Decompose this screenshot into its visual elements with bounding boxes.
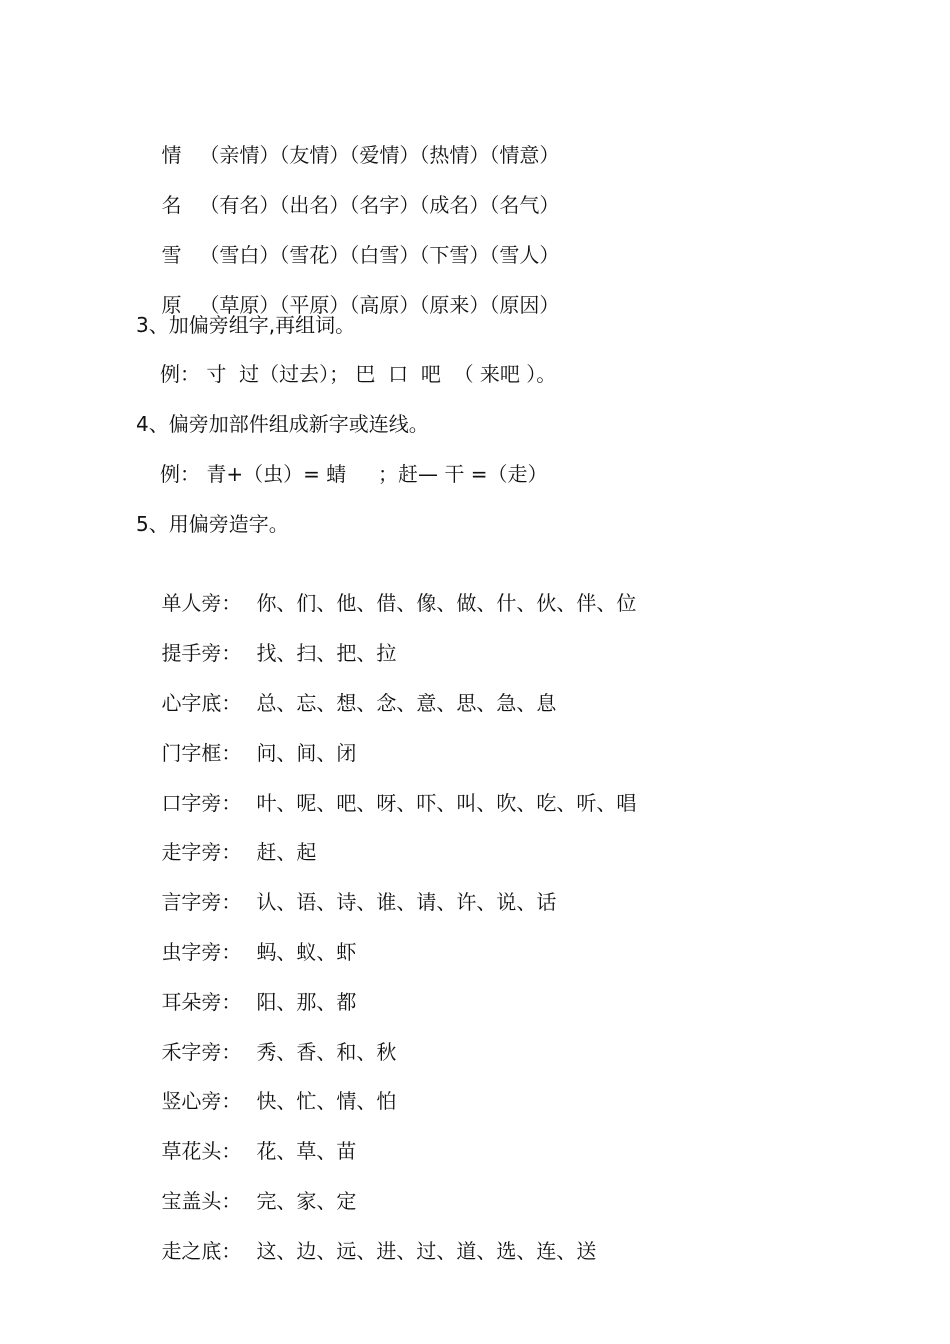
radical-label: 口字旁： [161, 791, 242, 815]
radical-chars: 你、们、他、借、像、做、什、伙、伴、位 [256, 591, 637, 615]
radical-chars: 问、间、闭 [256, 741, 357, 765]
section3-example: 例： 寸 过（过去）； 巴 口 吧 （ 来吧 ）。 [160, 362, 557, 386]
section3-heading: 3、加偏旁组字,再组词。 [136, 313, 356, 337]
radical-row [136, 807, 317, 864]
radical-label: 单人旁： [161, 591, 242, 615]
radical-chars: 快、忙、情、怕 [256, 1089, 397, 1113]
radical-chars: 秀、香、和、秋 [256, 1040, 397, 1064]
compound-char: 情 [161, 143, 182, 167]
radical-label: 心字底： [161, 691, 242, 715]
radical-chars: 总、忘、想、念、意、思、急、息 [256, 691, 557, 715]
radical-label: 走字旁： [161, 840, 242, 864]
radical-chars: 叶、呢、吧、呀、吓、叫、吹、吃、听、唱 [256, 791, 637, 815]
section5-heading: 5、用偏旁造字。 [136, 512, 289, 536]
radical-chars: 认、语、诗、谁、请、许、说、话 [256, 890, 557, 914]
radical-row [136, 857, 557, 914]
radical-label: 耳朵旁： [161, 990, 242, 1014]
compound-words: （有名）（出名）（名字）（成名）（名气） [199, 193, 560, 217]
radical-chars: 花、草、苗 [256, 1139, 357, 1163]
radical-row [136, 907, 357, 964]
radical-row [136, 558, 637, 615]
radical-chars: 蚂、蚁、虾 [256, 940, 357, 964]
radical-label: 禾字旁： [161, 1040, 242, 1064]
radical-chars: 赶、起 [256, 840, 317, 864]
radical-label: 门字框： [161, 741, 242, 765]
compound-words: （亲情）（友情）（爱情）（热情）（情意） [199, 143, 560, 167]
radical-chars: 找、扫、把、拉 [256, 641, 397, 665]
compound-char: 雪 [161, 243, 182, 267]
radical-label: 虫字旁： [161, 940, 242, 964]
radical-label: 竖心旁： [161, 1089, 242, 1113]
compound-row [136, 110, 560, 167]
radical-chars: 这、边、远、进、过、道、选、连、送 [256, 1239, 597, 1263]
radical-row [136, 1056, 397, 1113]
radical-label: 提手旁： [161, 641, 242, 665]
radical-label: 草花头： [161, 1139, 242, 1163]
compound-char: 原 [161, 293, 182, 317]
radical-label: 宝盖头： [161, 1189, 242, 1213]
radical-row [136, 708, 357, 765]
compound-row [136, 260, 560, 317]
compound-row [136, 210, 560, 267]
radical-row [136, 957, 357, 1014]
radical-row [136, 658, 557, 715]
section4-heading: 4、偏旁加部件组成新字或连线。 [136, 412, 429, 436]
radical-row [136, 608, 397, 665]
compound-words: （雪白）（雪花）（白雪）（下雪）（雪人） [199, 243, 560, 267]
radical-label: 言字旁： [161, 890, 242, 914]
radical-chars: 完、家、定 [256, 1189, 357, 1213]
radical-label: 走之底： [161, 1239, 242, 1263]
radical-row [136, 1156, 357, 1213]
radical-chars: 阳、那、都 [256, 990, 357, 1014]
radical-row [136, 758, 637, 815]
compound-words: （草原）（平原）（高原）（原来）（原因） [199, 293, 560, 317]
radical-row [136, 1206, 597, 1263]
radical-row [136, 1007, 397, 1064]
section4-example: 例： 青+（虫）= 蜻 ；赶— 干 =（走） [160, 462, 548, 486]
compound-row [136, 160, 560, 217]
compound-char: 名 [161, 193, 182, 217]
radical-row [136, 1106, 357, 1163]
